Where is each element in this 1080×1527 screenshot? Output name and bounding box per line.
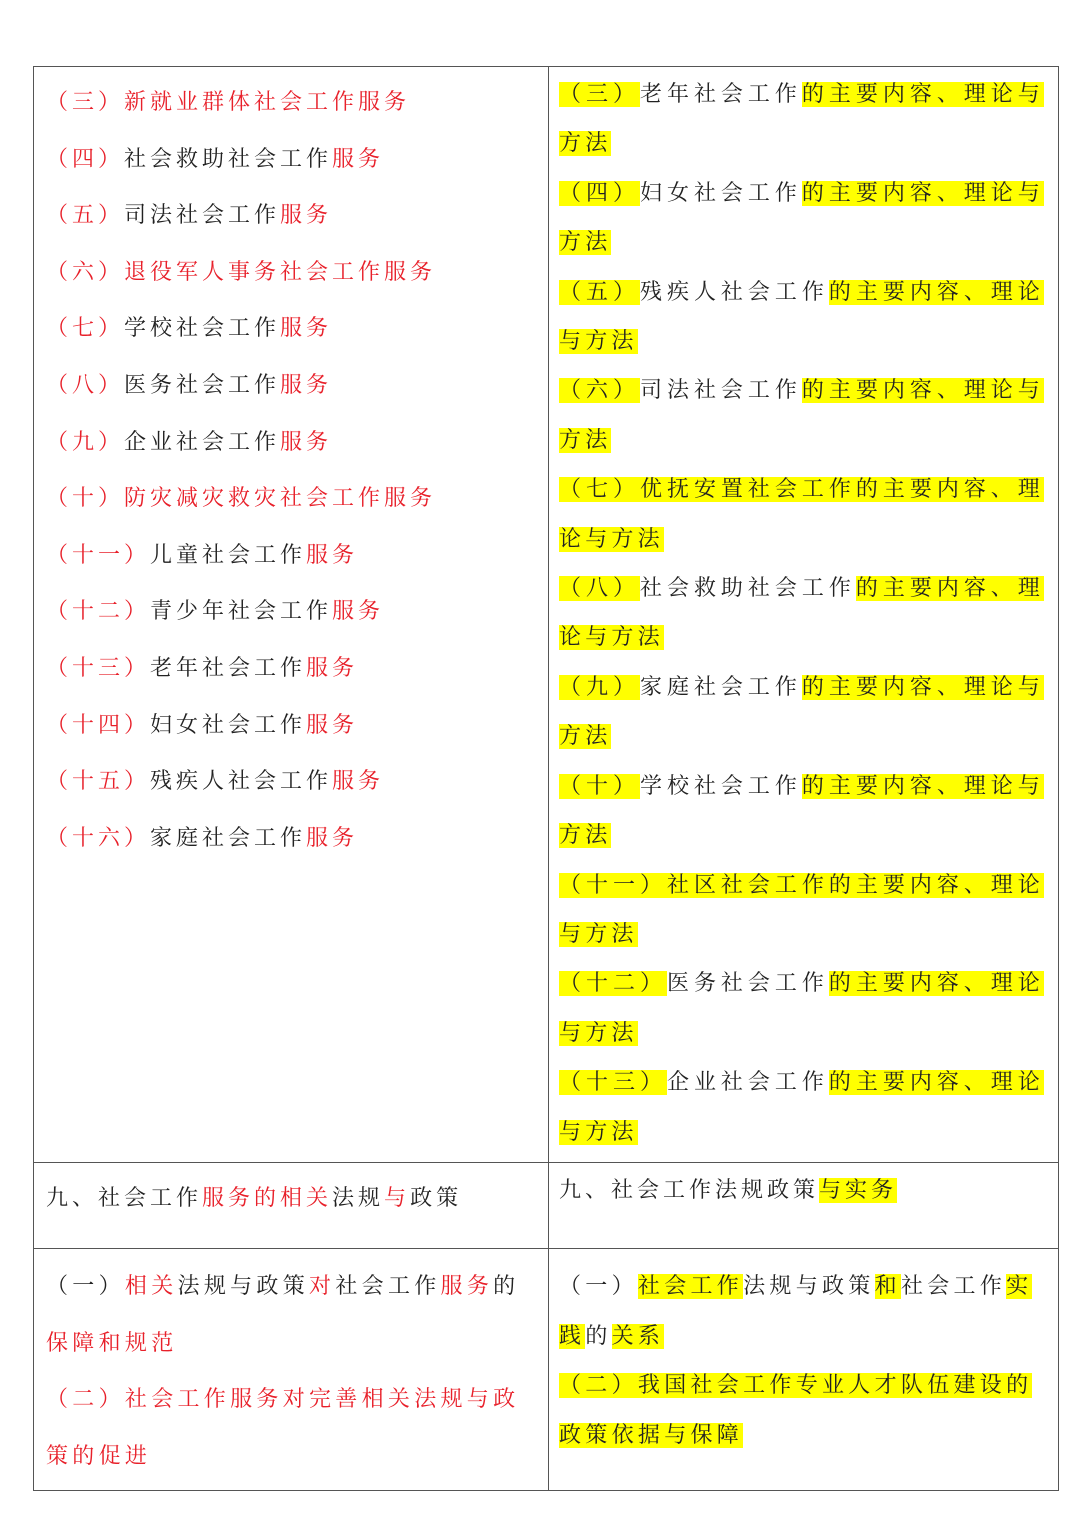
highlighted-text: （八） [559,576,640,602]
highlighted-text: （十） [559,773,640,799]
red-text: （九） [46,429,125,455]
red-text: （三）新就业群体社会工作服务 [46,90,411,115]
list-item [46,641,538,698]
text-segment: 社会工作 [335,1274,441,1299]
list-item [559,70,1044,169]
right-cell-content-list [549,67,1059,1163]
highlighted-text: （三） [559,82,640,107]
highlighted-text: （四） [559,180,640,206]
list-item [46,245,538,302]
text-segment: 家庭社会工作 [639,674,802,700]
list-item [559,1361,1044,1460]
text-segment: 政策 [410,1186,463,1211]
red-text: 服务 [280,429,333,455]
list-item [46,358,538,415]
highlighted-text: 的主要内容、理论与方法 [559,971,1044,1046]
red-text: 服务 [306,542,359,568]
highlighted-text: 的主要内容、理论与方法 [559,82,1044,157]
text-segment: 企业社会工作 [666,1070,829,1096]
left-cell-section-heading [34,1163,549,1249]
highlighted-text: 的主要内容、理论与方法 [559,1070,1044,1145]
list-item [559,861,1044,960]
table-row-services [34,67,1059,1163]
right-cell-policy-items [549,1249,1059,1491]
red-text: （十三） [46,655,151,681]
list-item [559,1058,1044,1157]
red-text: 对 [309,1274,336,1299]
text-segment: 学校社会工作 [124,316,281,342]
text-segment: 社会工作 [900,1274,1007,1299]
list-item [46,698,538,755]
red-text: （八） [46,372,125,398]
red-text: （七） [46,316,125,342]
left-items-list [46,75,538,867]
list-item [559,762,1044,861]
text-segment: 企业社会工作 [124,429,281,455]
highlighted-text: 与实务 [819,1178,898,1203]
highlighted-text: 的主要内容、理论与方法 [559,378,1044,453]
list-item [559,1262,1044,1361]
red-text: 服务 [306,655,359,681]
text-segment: 妇女社会工作 [639,180,802,206]
text-segment: 法规与政策 [177,1274,310,1299]
highlighted-text: （七）优抚安置社会工作的主要内容、理论与方法 [559,477,1044,552]
list-item [559,169,1044,268]
highlighted-text: 实践 [559,1274,1033,1349]
highlighted-text: （九） [559,674,640,700]
highlighted-text: （十二） [559,971,667,997]
table-row-policy-items [34,1249,1059,1491]
red-text: （十四） [46,712,151,738]
red-text: （十）防灾减灾救灾社会工作服务 [46,486,437,512]
list-item [46,188,538,245]
red-text: 服务 [440,1274,494,1299]
text-segment: 法规与政策 [743,1274,875,1299]
text-segment: 九、社会工作法规政策 [559,1178,820,1203]
left-cell-services-list [34,67,549,1163]
red-text: （四） [46,146,125,172]
red-text: （二）社会工作服务对完善相关法规与政策的促进 [46,1387,520,1469]
text-segment: 的 [585,1323,612,1349]
text-segment: 妇女社会工作 [150,712,307,738]
list-item [559,465,1044,564]
text-segment: 社会救助社会工作 [124,146,333,172]
table-row-section-heading [34,1163,1059,1249]
red-text: 服务 [306,712,359,738]
red-text: 保障和规范 [46,1330,178,1356]
text-segment: （一） [46,1274,125,1299]
text-segment: 的 [493,1274,520,1299]
list-item [559,663,1044,762]
list-item [46,471,538,528]
text-segment: 青少年社会工作 [150,599,333,625]
list-item [559,959,1044,1058]
text-segment: 儿童社会工作 [150,542,307,568]
text-segment: 家庭社会工作 [150,825,307,851]
red-text: 服务 [280,203,333,229]
red-text: （十六） [46,825,151,851]
list-item [46,415,538,472]
highlighted-text: （五） [559,279,640,305]
section-heading-right [559,1171,1046,1211]
highlighted-text: 的主要内容、理论与方法 [559,773,1044,849]
highlighted-text: （六） [559,378,640,404]
red-text: 服务 [332,599,385,625]
list-item [46,584,538,641]
highlighted-text: 关系 [611,1323,665,1349]
red-text: （十一） [46,542,151,568]
red-text: 服务 [306,825,359,851]
right-policy-list [559,1262,1044,1460]
left-policy-list [46,1259,534,1485]
list-item [559,268,1044,367]
text-segment: 九、社会工作 [46,1186,203,1211]
syllabus-comparison-table [33,66,1059,1491]
list-item [46,811,538,868]
text-segment: （一） [559,1274,638,1299]
text-segment: 司法社会工作 [639,378,802,404]
red-text: 服务 [280,372,333,398]
highlighted-text: 和 [874,1274,901,1299]
highlighted-text: （十三） [559,1070,667,1096]
right-cell-section-heading [549,1163,1059,1249]
list-item [46,528,538,585]
highlighted-text: （十一）社区社会工作的主要内容、理论与方法 [559,872,1044,947]
highlighted-text: 的主要内容、理论与方法 [559,180,1044,256]
highlighted-text: （二）我国社会工作专业人才队伍建设的政策依据与保障 [559,1373,1033,1448]
list-item [46,301,538,358]
red-text: 相关 [124,1274,178,1299]
list-item [46,1259,534,1372]
red-text: （十二） [46,599,151,625]
red-text: 与 [384,1186,411,1211]
text-segment: 老年社会工作 [639,82,802,107]
text-segment: 老年社会工作 [150,655,307,681]
text-segment: 医务社会工作 [124,372,281,398]
text-segment: 医务社会工作 [666,971,829,997]
text-segment: 残疾人社会工作 [639,279,829,305]
highlighted-text: 的主要内容、理论与方法 [559,279,1044,355]
text-segment: 社会救助社会工作 [639,576,856,602]
text-segment: 学校社会工作 [639,773,802,799]
red-text: 服务 [280,316,333,342]
red-text: （五） [46,203,125,229]
highlighted-text: 的主要内容、理论与方法 [559,674,1044,750]
list-item [46,754,538,811]
list-item [559,564,1044,663]
list-item [46,1372,534,1485]
red-text: （十五） [46,769,151,795]
list-item [46,75,538,132]
list-item [46,132,538,189]
text-segment: 法规 [332,1186,385,1211]
text-segment: 残疾人社会工作 [150,769,333,795]
right-items-list [559,70,1044,1157]
left-cell-policy-items [34,1249,549,1491]
list-item [559,366,1044,465]
red-text: 服务 [332,146,385,172]
highlighted-text: 社会工作 [637,1274,744,1299]
text-segment: 司法社会工作 [124,203,281,229]
red-text: （六）退役军人事务社会工作服务 [46,259,437,285]
red-text: 服务的相关 [202,1186,333,1211]
highlighted-text: 的主要内容、理论与方法 [559,576,1044,651]
red-text: 服务 [332,769,385,795]
section-heading-left [46,1179,536,1219]
